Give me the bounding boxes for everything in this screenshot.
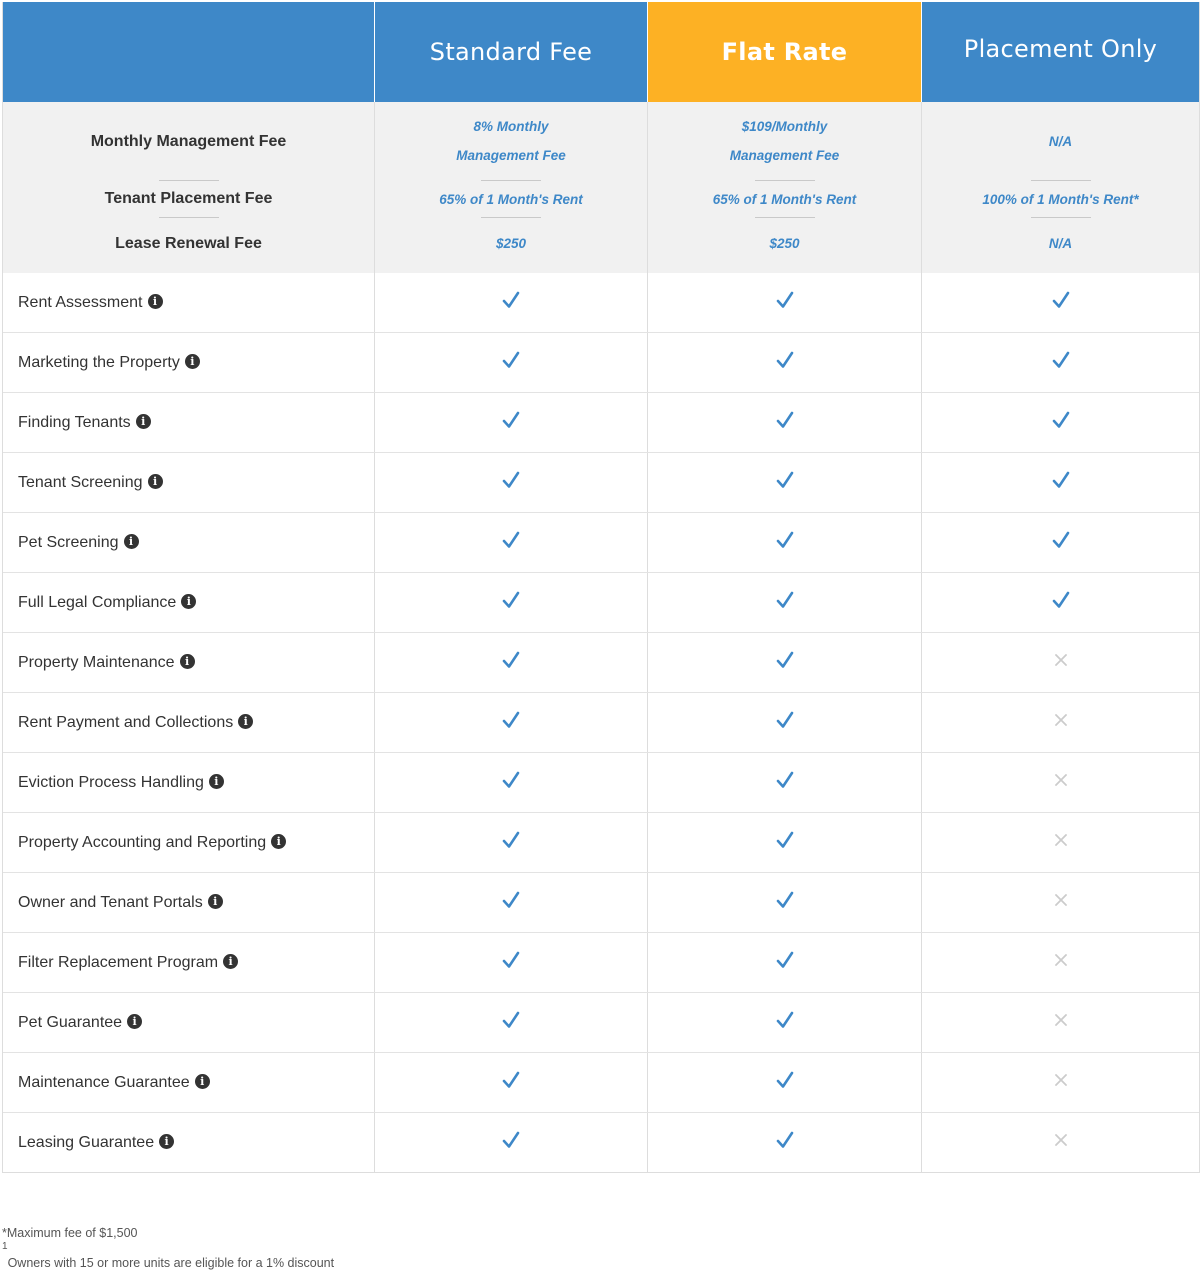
table-row xyxy=(3,692,1199,752)
x-icon xyxy=(1055,954,1067,966)
feature-cell-placement-only xyxy=(921,453,1199,512)
check-icon xyxy=(775,650,795,670)
check-icon xyxy=(775,1130,795,1150)
check-icon xyxy=(775,950,795,970)
feature-label-cell xyxy=(3,273,374,332)
check-icon xyxy=(1051,590,1071,610)
check-icon xyxy=(1051,350,1071,370)
fee-labels xyxy=(3,102,374,273)
feature-cell-placement-only xyxy=(921,273,1199,332)
feature-cell-standard xyxy=(374,993,647,1052)
x-icon xyxy=(1055,1074,1067,1086)
table-row xyxy=(3,572,1199,632)
check-icon xyxy=(501,410,521,430)
info-icon[interactable]: i xyxy=(209,774,224,789)
feature-cell-flat xyxy=(647,933,921,992)
info-icon[interactable]: i xyxy=(124,534,139,549)
feature-cell-placement-only xyxy=(921,573,1199,632)
info-icon[interactable]: i xyxy=(148,474,163,489)
header-blank-cell xyxy=(3,2,374,102)
feature-cell-standard xyxy=(374,933,647,992)
check-icon xyxy=(501,290,521,310)
feature-label: Pet Screening xyxy=(18,533,119,551)
fee-values-flat-rate xyxy=(647,102,921,273)
fee-placement-placement-only: 100% of 1 Month's Rent* xyxy=(982,191,1139,207)
feature-cell-placement-only xyxy=(921,633,1199,692)
info-icon[interactable]: i xyxy=(195,1074,210,1089)
feature-label-cell xyxy=(3,333,374,392)
check-icon xyxy=(775,770,795,790)
check-icon xyxy=(1051,290,1071,310)
feature-label-cell xyxy=(3,753,374,812)
feature-label: Rent Assessment xyxy=(18,293,143,311)
table-row xyxy=(3,512,1199,572)
fee-values-placement-only xyxy=(921,102,1199,273)
check-icon xyxy=(1051,530,1071,550)
check-icon xyxy=(501,1010,521,1030)
feature-cell-flat xyxy=(647,513,921,572)
info-icon[interactable]: i xyxy=(223,954,238,969)
fee-management-standard-line1: 8% Monthly xyxy=(473,119,549,134)
feature-cell-standard xyxy=(374,873,647,932)
feature-label-cell xyxy=(3,633,374,692)
check-icon xyxy=(501,830,521,850)
check-icon xyxy=(1051,470,1071,490)
feature-cell-flat xyxy=(647,573,921,632)
feature-label: Property Maintenance xyxy=(18,653,175,671)
check-icon xyxy=(775,1010,795,1030)
plan-header-placement-only: Placement Only xyxy=(921,2,1199,102)
feature-label-cell xyxy=(3,1053,374,1112)
feature-cell-standard xyxy=(374,513,647,572)
pricing-table xyxy=(2,2,1200,1173)
feature-cell-standard xyxy=(374,633,647,692)
fee-management-standard-line2: Management Fee xyxy=(456,148,566,163)
fee-label-management: Monthly Management Fee xyxy=(90,132,287,150)
fee-renewal-standard: $250 xyxy=(495,236,527,251)
feature-label-cell xyxy=(3,393,374,452)
feature-cell-flat xyxy=(647,693,921,752)
check-icon xyxy=(1051,410,1071,430)
check-icon xyxy=(501,1070,521,1090)
info-icon[interactable]: i xyxy=(159,1134,174,1149)
feature-label-cell xyxy=(3,933,374,992)
feature-cell-placement-only xyxy=(921,993,1199,1052)
feature-cell-placement-only xyxy=(921,693,1199,752)
fee-placement-standard: 65% of 1 Month's Rent xyxy=(439,191,583,207)
check-icon xyxy=(775,410,795,430)
check-icon xyxy=(501,530,521,550)
feature-cell-flat xyxy=(647,813,921,872)
feature-label: Pet Guarantee xyxy=(18,1013,123,1031)
feature-label: Finding Tenants xyxy=(18,413,131,431)
fee-placement-flat: 65% of 1 Month's Rent xyxy=(712,191,857,207)
feature-cell-placement-only xyxy=(921,393,1199,452)
feature-label-cell xyxy=(3,813,374,872)
x-icon xyxy=(1055,834,1067,846)
check-icon xyxy=(775,470,795,490)
feature-cell-standard xyxy=(374,393,647,452)
table-row xyxy=(3,1112,1199,1172)
feature-cell-flat xyxy=(647,1053,921,1112)
feature-cell-placement-only xyxy=(921,1053,1199,1112)
feature-cell-flat xyxy=(647,993,921,1052)
x-icon xyxy=(1055,894,1067,906)
check-icon xyxy=(501,1130,521,1150)
check-icon xyxy=(501,470,521,490)
check-icon xyxy=(775,290,795,310)
table-row xyxy=(3,932,1199,992)
check-icon xyxy=(501,950,521,970)
table-row xyxy=(3,1052,1199,1112)
check-icon xyxy=(775,830,795,850)
table-row xyxy=(3,812,1199,872)
feature-cell-placement-only xyxy=(921,813,1199,872)
table-row xyxy=(3,392,1199,452)
info-icon[interactable]: i xyxy=(181,594,196,609)
feature-label-cell xyxy=(3,993,374,1052)
table-row xyxy=(3,332,1199,392)
plan-header-row xyxy=(3,2,1199,102)
feature-label: Owner and Tenant Portals xyxy=(18,893,203,911)
feature-label-cell xyxy=(3,573,374,632)
feature-cell-flat xyxy=(647,333,921,392)
fee-label-renewal: Lease Renewal Fee xyxy=(115,234,262,252)
table-row xyxy=(3,273,1199,332)
footnote-marker: 1 xyxy=(2,1241,8,1252)
feature-cell-standard xyxy=(374,693,647,752)
x-icon xyxy=(1055,714,1067,726)
feature-cell-standard xyxy=(374,573,647,632)
check-icon xyxy=(501,590,521,610)
feature-cell-flat xyxy=(647,633,921,692)
footnote-max-fee: *Maximum fee of $1,500 xyxy=(2,1226,138,1240)
check-icon xyxy=(775,530,795,550)
feature-label-cell xyxy=(3,1113,374,1172)
feature-cell-placement-only xyxy=(921,513,1199,572)
info-icon[interactable]: i xyxy=(208,894,223,909)
info-icon[interactable]: i xyxy=(148,294,163,309)
info-icon[interactable]: i xyxy=(180,654,195,669)
fee-management-flat-line2: Management Fee xyxy=(729,148,840,163)
fee-management-flat-line1: $109/Monthly xyxy=(741,119,828,134)
check-icon xyxy=(501,350,521,370)
table-row xyxy=(3,872,1199,932)
check-icon xyxy=(775,590,795,610)
feature-cell-standard xyxy=(374,813,647,872)
feature-cell-standard xyxy=(374,333,647,392)
feature-label: Filter Replacement Program xyxy=(18,953,219,971)
feature-label: Full Legal Compliance xyxy=(18,593,177,611)
x-icon xyxy=(1055,1134,1067,1146)
feature-cell-standard xyxy=(374,753,647,812)
plan-header-flat-rate: Flat Rate xyxy=(647,2,921,102)
info-icon[interactable]: i xyxy=(271,834,286,849)
feature-cell-flat xyxy=(647,873,921,932)
fee-values-standard xyxy=(374,102,647,273)
table-row xyxy=(3,632,1199,692)
info-icon[interactable]: i xyxy=(127,1014,142,1029)
table-row xyxy=(3,452,1199,512)
feature-cell-flat xyxy=(647,753,921,812)
feature-cell-flat xyxy=(647,273,921,332)
footnote-discount xyxy=(2,1241,335,1271)
feature-label: Maintenance Guarantee xyxy=(18,1073,190,1091)
feature-cell-standard xyxy=(374,273,647,332)
feature-label: Property Accounting and Reporting xyxy=(18,833,267,851)
check-icon xyxy=(501,890,521,910)
footnote-discount-text: Owners with 15 or more units are eligible for a 1% discount xyxy=(7,1256,335,1271)
x-icon xyxy=(1055,654,1067,666)
check-icon xyxy=(501,710,521,730)
check-icon xyxy=(775,710,795,730)
feature-cell-placement-only xyxy=(921,933,1199,992)
feature-cell-flat xyxy=(647,393,921,452)
feature-label-cell xyxy=(3,873,374,932)
feature-label-cell xyxy=(3,693,374,752)
check-icon xyxy=(775,1070,795,1090)
feature-label: Eviction Process Handling xyxy=(18,773,204,791)
feature-cell-placement-only xyxy=(921,1113,1199,1172)
feature-cell-placement-only xyxy=(921,333,1199,392)
x-icon xyxy=(1055,774,1067,786)
check-icon xyxy=(501,650,521,670)
feature-label-cell xyxy=(3,513,374,572)
feature-cell-standard xyxy=(374,1053,647,1112)
feature-label-cell xyxy=(3,453,374,512)
feature-cell-placement-only xyxy=(921,873,1199,932)
feature-cell-standard xyxy=(374,453,647,512)
feature-cell-standard xyxy=(374,1113,647,1172)
fee-management-placement-only: N/A xyxy=(1048,133,1073,149)
plan-header-standard: Standard Fee xyxy=(374,2,647,102)
feature-cell-flat xyxy=(647,1113,921,1172)
x-icon xyxy=(1055,1014,1067,1026)
fee-renewal-flat: $250 xyxy=(769,236,800,251)
fee-renewal-placement-only: N/A xyxy=(1048,236,1073,251)
table-row xyxy=(3,992,1199,1052)
feature-rows xyxy=(3,273,1199,1172)
check-icon xyxy=(775,350,795,370)
feature-cell-placement-only xyxy=(921,753,1199,812)
fees-row xyxy=(3,102,1199,273)
feature-cell-flat xyxy=(647,453,921,512)
info-icon[interactable]: i xyxy=(185,354,200,369)
fee-label-placement: Tenant Placement Fee xyxy=(104,190,273,207)
feature-label: Marketing the Property xyxy=(18,353,180,371)
check-icon xyxy=(501,770,521,790)
feature-label: Rent Payment and Collections xyxy=(18,713,234,731)
info-icon[interactable]: i xyxy=(238,714,253,729)
table-row xyxy=(3,752,1199,812)
info-icon[interactable]: i xyxy=(136,414,151,429)
check-icon xyxy=(775,890,795,910)
feature-label: Leasing Guarantee xyxy=(18,1133,155,1151)
feature-label: Tenant Screening xyxy=(18,473,143,491)
